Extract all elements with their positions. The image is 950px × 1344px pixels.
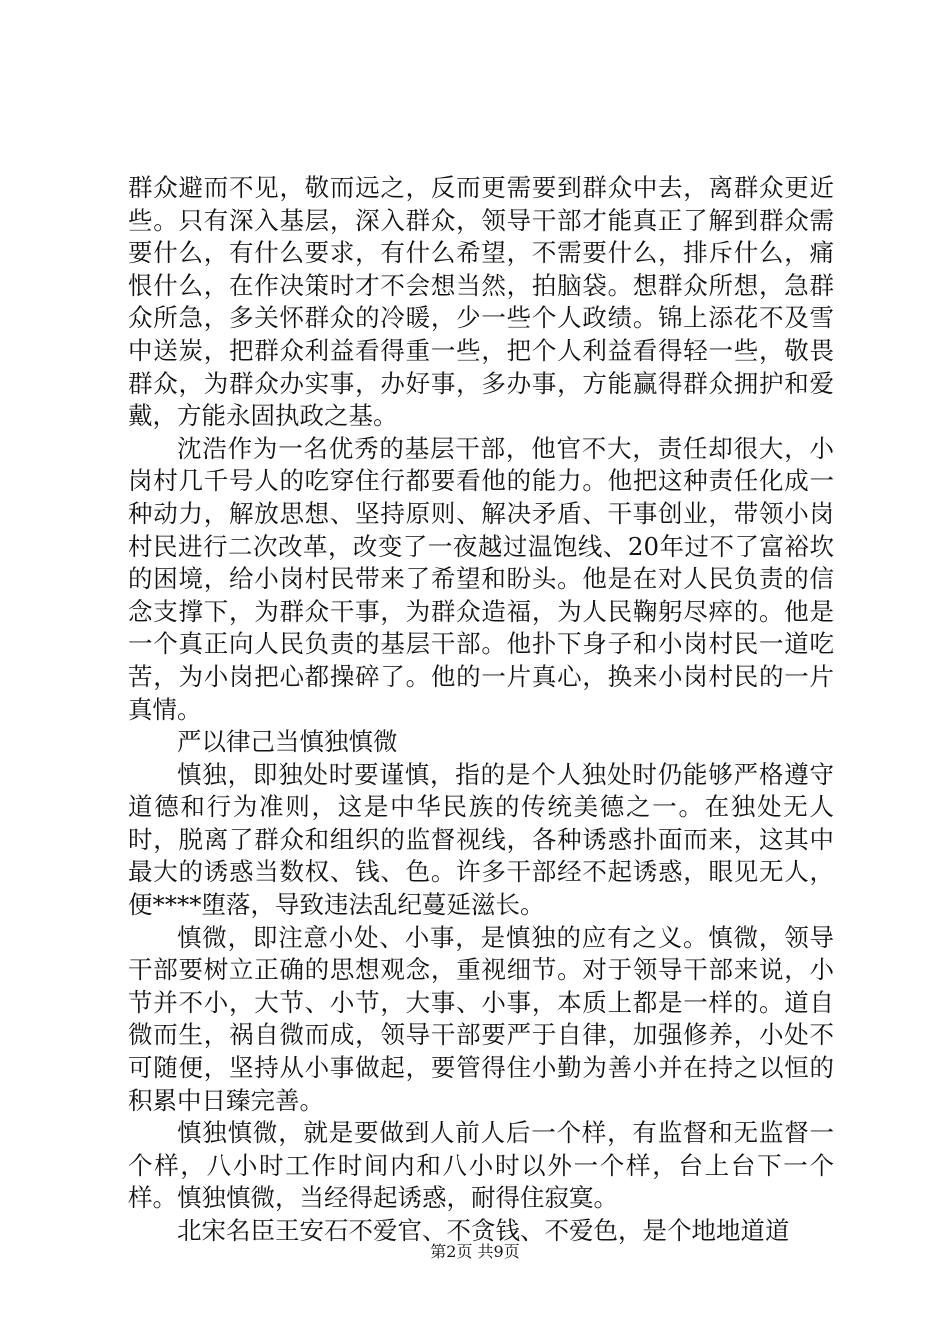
paragraph: 群众避而不见，敬而远之，反而更需要到群众中去，离群众更近些。只有深入基层，深入群众，领导干部才能真正了解到群众需要什么，有什么要求，有什么希望，不需要什么，排斥什么，痛恨什么，在作决策时才不会想当然，拍脑袋。想群众所想，急群众所急，多关怀群众的冷暖，少一些个人政绩。锦上添花不及雪中送炭，把群众利益看得重一些，把个人利益看得轻一些，敬畏群众，为群众办实事，办好事，多办事，方能赢得群众拥护和爱戴，方能永固执政之基。 — [128, 173, 834, 431]
section-heading: 严以律己当慎独慎微 — [177, 727, 398, 757]
paragraph: 北宋名臣王安石不爱官、不贪钱、不爱色，是个地地道道 — [177, 1216, 790, 1245]
paragraph: 慎独慎微，就是要做到人前人后一个样，有监督和无监督一个样，八小时工作时间内和八小时以外一个样，台上台下一个样。慎独慎微，当经得起诱惑，耐得住寂寞。 — [128, 1118, 834, 1213]
paragraph: 慎独，即独处时要谨慎，指的是个人独处时仍能够严格遵守道德和行为准则，这是中华民族的传统美德之一。在独处无人时，脱离了群众和组织的监督视线，各种诱惑扑面而来，这其中最大的诱惑当数权、钱、色。许多干部经不起诱惑，眼见无人，便****堕落，导致违法乱纪蔓延滋长。 — [128, 759, 834, 920]
paragraph: 慎微，即注意小处、小事，是慎独的应有之义。慎微，领导干部要树立正确的思想观念，重视细节。对于领导干部来说，小节并不小，大节、小节，大事、小事，本质上都是一样的。道自微而生，祸自微而成，领导干部要严于自律，加强修养，小处不可随便，坚持从小事做起，要管得住小勤为善小并在持之以恒的积累中日臻完善。 — [128, 922, 834, 1115]
paragraph: 沈浩作为一名优秀的基层干部，他官不大，责任却很大，小岗村几千号人的吃穿住行都要看他的能力。他把这种责任化成一种动力，解放思想、坚持原则、解决矛盾、干事创业，带领小岗村民进行二次改革，改变了一夜越过温饱线、20年过不了富裕坎的困境，给小岗村民带来了希望和盼头。他是在对人民负责的信念支撑下，为群众干事，为群众造福，为人民鞠躬尽瘁的。他是一个真正向人民负责的基层干部。他扑下身子和小岗村民一道吃苦，为小岗把心都操碎了。他的一片真心，换来小岗村民的一片真情。 — [128, 433, 834, 724]
page-footer: 第2页 共9页 — [430, 1242, 520, 1261]
document-body — [128, 172, 834, 1248]
